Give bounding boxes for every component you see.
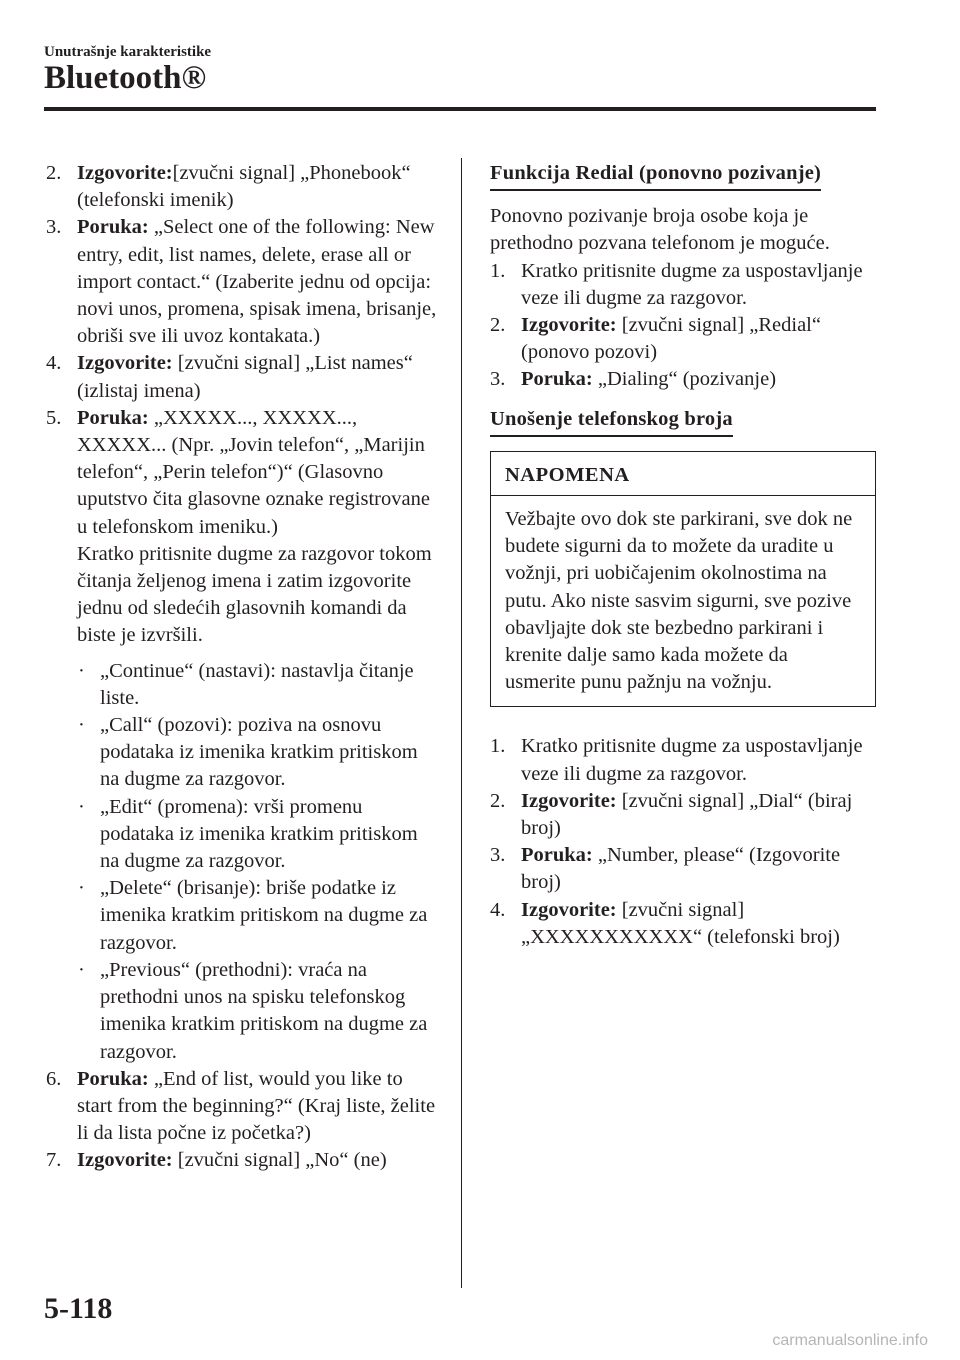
- page-number: 5-118: [44, 1292, 113, 1325]
- step-text: [zvučni signal] „List names“ (izlistaj imena): [77, 352, 413, 402]
- list-item: [76, 875, 438, 957]
- step-label: Izgovorite:: [77, 352, 173, 375]
- bullet-text: „Delete“ (brisanje): briše podatke iz imenika kratkim pritiskom na dugme za razgovor.: [100, 877, 428, 954]
- step-extra-text: Kratko pritisnite dugme za razgovor tokom čitanja željenog imena i zatim izgovorite jednu od sledećih glasovnih komandi da biste je izvršili.: [77, 542, 432, 647]
- step-item: [490, 842, 876, 896]
- step-text: „XXXXX..., XXXXX..., XXXXX... (Npr. „Jovin telefon“, „Marijin telefon“, „Perin telefon“)“ (Glasovno uputstvo čita glasovne oznake registrovane u telefonskom imeniku.): [77, 406, 430, 538]
- step-item: [490, 366, 876, 393]
- step-number: 3.: [46, 216, 62, 239]
- left-column: [46, 160, 438, 1175]
- step-label: Poruka:: [77, 216, 149, 239]
- step-number: 2.: [490, 789, 506, 812]
- bullet-text: „Previous“ (prethodni): vraća na prethodni unos na spisku telefonskog imenika kratkim pritiskom na dugme za razgovor.: [100, 958, 428, 1063]
- step-text: [zvučni signal] „Phonebook“ (telefonski imenik): [77, 162, 411, 212]
- watermark: carmanualsonline.info: [772, 1332, 928, 1349]
- bullet-icon: ·: [78, 714, 85, 737]
- step-item: [46, 214, 438, 350]
- step-text: „Select one of the following: New entry, edit, list names, delete, erase all or import contact.“ (Izaberite jednu od opcija: novi unos, promena, spisak imena, brisanje, obriši sve ili uvoz kontakata.): [77, 216, 437, 348]
- step-number: 2.: [46, 162, 62, 184]
- step-label: Izgovorite:: [521, 314, 617, 337]
- list-item: [76, 658, 438, 712]
- step-text: Kratko pritisnite dugme za uspostavljanje veze ili dugme za razgovor.: [521, 259, 863, 309]
- bullet-icon: ·: [78, 795, 85, 818]
- section-label: Unutrašnje karakteristike: [44, 44, 212, 60]
- step-label: Izgovorite:: [77, 162, 173, 184]
- note-title: NAPOMENA: [491, 452, 875, 496]
- step-item: [490, 312, 876, 366]
- step-label: Poruka:: [521, 844, 593, 867]
- step-text: [zvučni signal] „Dial“ (biraj broj): [521, 789, 853, 840]
- step-label: Izgovorite:: [521, 898, 617, 921]
- step-number: 5.: [46, 406, 62, 429]
- list-item: [76, 794, 438, 876]
- note-text: Vežbajte ovo dok ste parkirani, sve dok ne budete sigurni da to možete da uradite u vožnji, pri uobičajenim okolnostima na putu. Ako niste sasvim sigurni, sve pozive obavljajte dok ste bezbedno parkirani i krenite dalje samo kada možete da usmerite punu pažnju na vožnju.: [505, 508, 853, 694]
- voice-command-list: [76, 658, 438, 1066]
- bullet-icon: ·: [78, 958, 85, 981]
- step-number: 7.: [46, 1149, 62, 1172]
- header-rule: [44, 107, 876, 111]
- bullet-text: „Call“ (pozovi): poziva na osnovu podataka iz imenika kratkim pritiskom na dugme za razgovor.: [100, 714, 418, 791]
- step-text: „Dialing“ (pozivanje): [592, 368, 777, 391]
- step-number: 3.: [490, 844, 506, 867]
- step-label: Poruka:: [77, 1067, 149, 1090]
- step-text: „Number, please“ (Izgovorite broj): [521, 844, 841, 894]
- step-item: [46, 1147, 438, 1174]
- list-item: [76, 712, 438, 794]
- bullet-icon: ·: [78, 659, 85, 682]
- step-number: 2.: [490, 314, 506, 337]
- step-text: [zvučni signal] „Redial“ (ponovo pozovi): [521, 314, 821, 364]
- step-text: „End of list, would you like to start from the beginning?“ (Kraj liste, želite li da lista počne iz početka?): [77, 1067, 436, 1145]
- bullet-text: „Continue“ (nastavi): nastavlja čitanje liste.: [100, 659, 414, 709]
- step-number: 3.: [490, 368, 506, 391]
- list-item: [76, 957, 438, 1066]
- step-item: [46, 160, 438, 214]
- note-box: [490, 451, 876, 708]
- step-label: Poruka:: [77, 406, 149, 429]
- step-item: [490, 258, 876, 312]
- column-divider: [461, 158, 462, 1288]
- step-number: 1.: [490, 259, 506, 282]
- entry-heading: Unošenje telefonskog broja: [490, 406, 733, 437]
- step-item: [490, 733, 876, 787]
- step-item: [46, 405, 438, 650]
- step-item: [490, 897, 876, 951]
- bullet-icon: ·: [78, 877, 85, 900]
- step-number: 4.: [490, 898, 506, 921]
- step-number: 4.: [46, 352, 62, 375]
- redial-intro: Ponovno pozivanje broja osobe koja je prethodno pozvana telefonom je moguće.: [490, 205, 830, 255]
- step-item: [46, 1066, 438, 1148]
- step-text: Kratko pritisnite dugme za uspostavljanje veze ili dugme za razgovor.: [521, 735, 863, 785]
- page-title: Bluetooth®: [44, 60, 207, 96]
- step-label: Poruka:: [521, 368, 593, 391]
- step-number: 1.: [490, 735, 506, 758]
- step-text: [zvučni signal] „No“ (ne): [172, 1149, 387, 1172]
- step-item: [46, 350, 438, 404]
- step-label: Izgovorite:: [521, 789, 617, 812]
- step-item: [490, 788, 876, 842]
- step-text: [zvučni signal] „XXXXXXXXXXX“ (telefonski broj): [521, 898, 840, 948]
- redial-heading: Funkcija Redial (ponovno pozivanje): [490, 160, 821, 191]
- step-label: Izgovorite:: [77, 1149, 173, 1172]
- bullet-text: „Edit“ (promena): vrši promenu podataka iz imenika kratkim pritiskom na dugme za razgovor.: [100, 795, 418, 873]
- step-number: 6.: [46, 1067, 62, 1090]
- right-column: [490, 160, 876, 951]
